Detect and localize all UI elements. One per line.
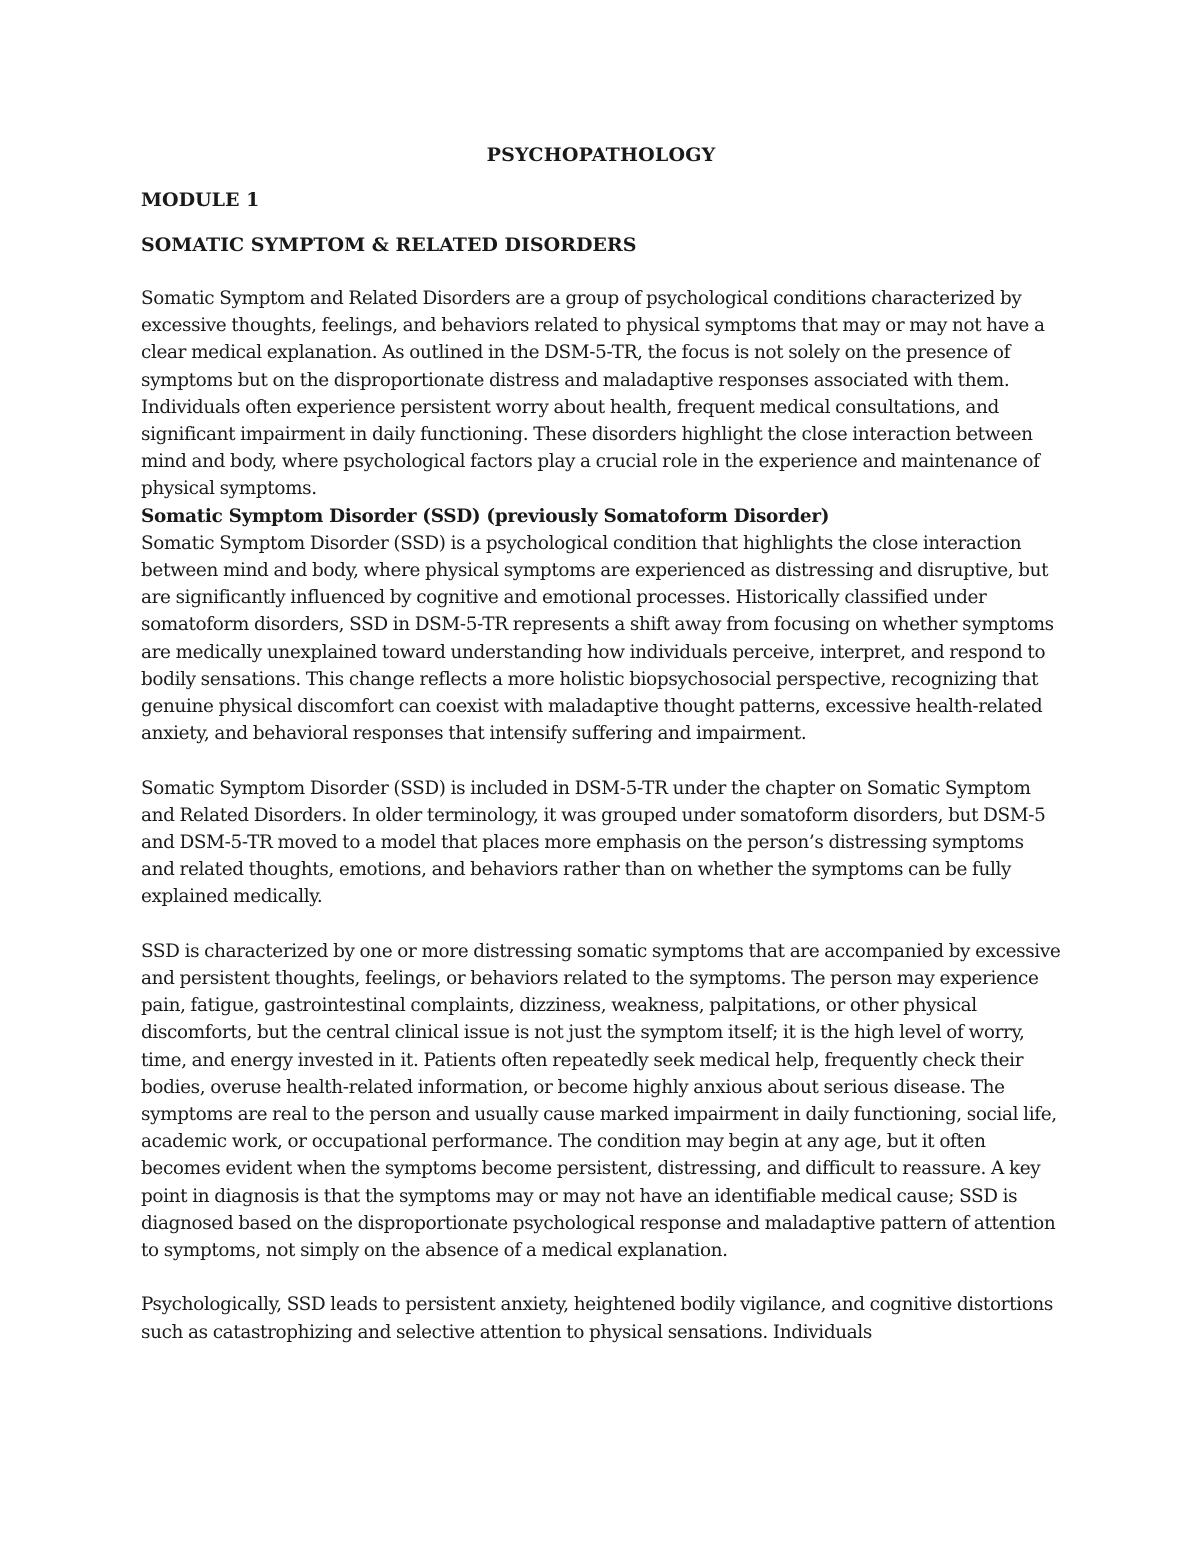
paragraph-spacer — [141, 747, 1061, 774]
document-title: PSYCHOPATHOLOGY — [486, 144, 716, 166]
paragraph: SSD is characterized by one or more distressing somatic symptoms that are accompanied by excessive and persistent thoughts, feelings, or behaviors related to the symptoms. The person may experience pain, fatigue, gastrointestinal complaints, dizziness, weakness, palpitations, or other physical discomforts, but the central clinical issue is not just the symptom itself; it is the high level of worry, time, and energy invested in it. Patients often repeatedly seek medical help, frequently check their bodies, overuse health-related information, or become highly anxious about serious disease. The symptoms are real to the person and usually cause marked impairment in daily functioning, social life, academic work, or occupational performance. The condition may begin at any age, but it often becomes evident when the symptoms become persistent, distressing, and difficult to reassure. A key point in diagnosis is that the symptoms may or may not have an identifiable medical cause; SSD is diagnosed based on the disproportionate psychological response and maladaptive pattern of attention to symptoms, not simply on the absence of a medical explanation. — [141, 940, 1061, 1262]
paragraph-spacer — [141, 911, 1061, 938]
document-body — [141, 142, 1061, 1346]
paragraph: Somatic Symptom Disorder (SSD) is included in DSM-5-TR under the chapter on Somatic Symptom and Related Disorders. In older terminology, it was grouped under somatoform disorders, but DSM-5 and DSM-5-TR moved to a model that places more emphasis on the person’s distressing symptoms and related thoughts, emotions, and behaviors rather than on whether the symptoms can be fully explained medically. — [141, 777, 1046, 908]
module-heading: MODULE 1 — [141, 189, 260, 211]
paragraph: Psychologically, SSD leads to persistent anxiety, heightened bodily vigilance, and cognitive distortions such as catastrophizing and selective attention to physical sensations. Individuals — [141, 1294, 1054, 1343]
paragraph-spacer — [141, 1264, 1061, 1291]
paragraph: Somatic Symptom Disorder (SSD) is a psychological condition that highlights the close interaction between mind and body, where physical symptoms are experienced as distressing and disruptive, but are significantly influenced by cognitive and emotional processes. Historically classified under somatoform disorders, SSD in DSM-5-TR represents a shift away from focusing on whether symptoms are medically unexplained toward understanding how individuals perceive, interpret, and respond to bodily sensations. This change reflects a more holistic biopsychosocial perspective, recognizing that genuine physical discomfort can coexist with maladaptive thought patterns, excessive health-related anxiety, and behavioral responses that intensify suffering and impairment. — [141, 532, 1054, 745]
ssd-subheading: Somatic Symptom Disorder (SSD) (previously Somatoform Disorder) — [141, 505, 830, 527]
section-heading: SOMATIC SYMPTOM & RELATED DISORDERS — [141, 234, 637, 256]
intro-paragraph: Somatic Symptom and Related Disorders are a group of psychological conditions characterized by excessive thoughts, feelings, and behaviors related to physical symptoms that may or may not have a clear medical explanation. As outlined in the DSM-5-TR, the focus is not solely on the presence of symptoms but on the disproportionate distress and maladaptive responses associated with them. Individuals often experience persistent worry about health, frequent medical consultations, and significant impairment in daily functioning. These disorders highlight the close interaction between mind and body, where psychological factors play a crucial role in the experience and maintenance of physical symptoms. — [141, 288, 1045, 500]
